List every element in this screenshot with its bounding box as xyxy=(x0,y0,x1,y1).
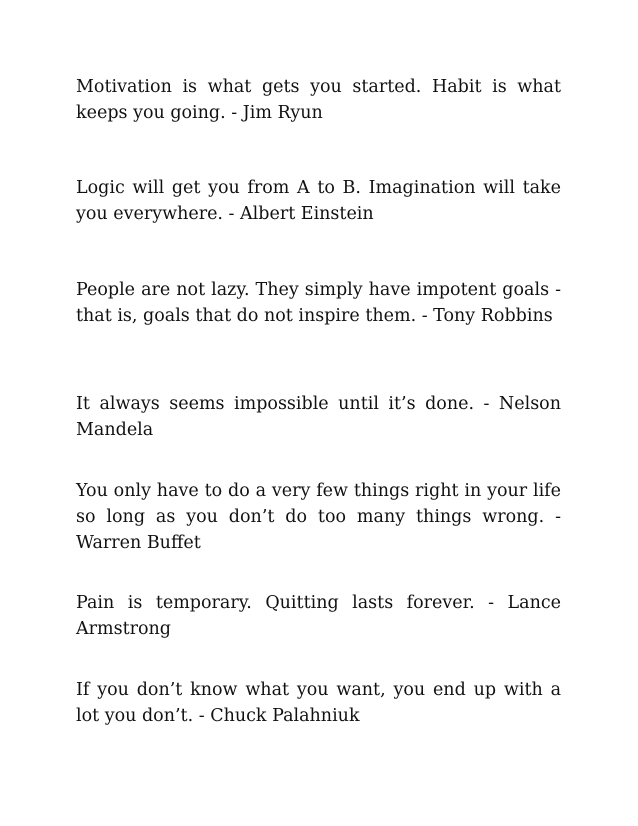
quote-albert-einstein: Logic will get you from A to B. Imagination will take you everywhere. - Albert Einstein xyxy=(76,178,561,224)
quote-tony-robbins: People are not lazy. They simply have impotent goals - that is, goals that do not inspire them. - Tony Robbins xyxy=(76,280,561,326)
quote-nelson-mandela: It always seems impossible until it’s done. - Nelson Mandela xyxy=(76,394,561,440)
quote-lance-armstrong: Pain is temporary. Quitting lasts forever. - Lance Armstrong xyxy=(76,593,561,639)
quote-warren-buffet: You only have to do a very few things right in your life so long as you don’t do too many things wrong. - Warren Buffet xyxy=(76,481,561,553)
quote-jim-ryun: Motivation is what gets you started. Habit is what keeps you going. - Jim Ryun xyxy=(76,77,561,123)
quote-chuck-palahniuk: If you don’t know what you want, you end up with a lot you don’t. - Chuck Palahniuk xyxy=(76,680,561,726)
